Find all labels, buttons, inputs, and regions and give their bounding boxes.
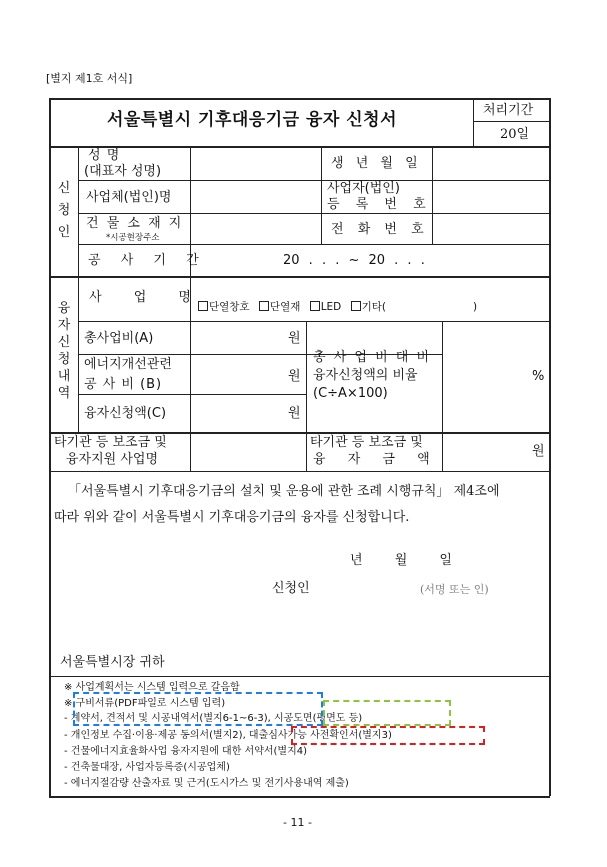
- representative-name-label: (대표자 성명): [84, 164, 162, 179]
- total-cost-unit: 원: [288, 331, 301, 346]
- highlight-red-box: [291, 726, 485, 745]
- other-support-label: 타기관 등 보조금 및: [54, 435, 167, 450]
- highlight-green-box: [323, 700, 451, 726]
- phone-label: 전 화 번 호: [331, 222, 429, 237]
- construction-period-field[interactable]: 20 . . . ~ 20 . . .: [283, 253, 425, 268]
- energy-cost-label-2: 공 사 비 (B): [84, 377, 163, 392]
- note-item: ※ 사업계획서는 시스템 입력으로 갈음함: [64, 682, 240, 693]
- building-location-field[interactable]: [192, 215, 320, 243]
- other-amount-unit: 원: [532, 444, 545, 459]
- highlight-blue-box: [73, 692, 323, 726]
- note-item: - 에너지절감량 산출자료 및 근거(도시가스 및 전기사용내역 제출): [64, 778, 349, 789]
- page-number: - 11 -: [283, 816, 312, 829]
- applicant-char: 신: [57, 181, 71, 196]
- statement-line-1: 「서울특별시 기후대응기금의 설치 및 운용에 관한 조례 시행규칙」 제4조에: [68, 484, 500, 499]
- applicant-char: 인: [57, 225, 71, 240]
- site-address-note: *시공현장주소: [106, 233, 160, 243]
- other-amount-label: 타기관 등 보조금 및: [310, 435, 423, 450]
- company-name-field[interactable]: [192, 182, 320, 212]
- option-insulated-window[interactable]: 단열창호: [198, 301, 250, 313]
- energy-cost-label: 에너지개선관련: [84, 357, 172, 372]
- details-char: 역: [57, 386, 71, 401]
- note-item: - 건축물대장, 사업자등록증(시공업체): [64, 762, 230, 773]
- total-cost-field[interactable]: [192, 323, 304, 353]
- loan-amount-label: 융자신청액(C): [84, 406, 167, 421]
- option-led[interactable]: LED: [310, 301, 342, 313]
- checkbox-icon: [259, 301, 269, 311]
- details-char: 자: [57, 318, 71, 333]
- birth-date-field[interactable]: [434, 148, 548, 179]
- loan-amount-unit: 원: [288, 406, 301, 421]
- form-number-label: [별지 제1호 서식]: [46, 72, 133, 85]
- note-item: - 계약서, 견적서 및 시공내역서(별지6-1~6-3), 시공도면(평면도 등): [64, 713, 363, 724]
- statement-line-2: 따라 위와 같이 서울특별시 기후대응기금의 융자를 신청합니다.: [54, 510, 410, 525]
- energy-cost-field[interactable]: [192, 356, 304, 393]
- business-type-options: [198, 300, 386, 315]
- checkbox-icon: [198, 301, 208, 311]
- note-item: - 개인정보 수집·이용·제공 동의서(별지2), 대출심사가능 사전확인서(별지3): [64, 730, 392, 741]
- ratio-field[interactable]: [444, 323, 548, 431]
- form-title: 서울특별시 기후대응기금 융자 신청서: [107, 110, 398, 130]
- construction-period-label: 공 사 기 간: [88, 253, 207, 268]
- energy-cost-unit: 원: [288, 369, 301, 384]
- details-char: 신: [57, 335, 71, 350]
- name-field[interactable]: [192, 148, 320, 179]
- checkbox-icon: [310, 301, 320, 311]
- details-char: 내: [57, 369, 71, 384]
- birth-date-label: 생 년 월 일: [331, 156, 422, 171]
- phone-field[interactable]: [434, 215, 548, 243]
- ratio-label-2: 융자신청액의 비율: [313, 368, 418, 383]
- processing-period-value: 20일: [500, 127, 530, 142]
- processing-period-label: 처리기간: [483, 103, 534, 118]
- applicant-char: 청: [57, 203, 71, 218]
- signature-field[interactable]: (서명 또는 인): [420, 583, 489, 596]
- registration-number-label-2: 등 록 번 호: [327, 197, 432, 212]
- recipient: 서울특별시장 귀하: [60, 655, 165, 670]
- checkbox-icon: [351, 301, 361, 311]
- building-location-label: 건 물 소 재 지: [86, 216, 184, 231]
- other-amount-field[interactable]: [444, 434, 548, 470]
- note-item: - 건물에너지효율화사업 융자지원에 대한 서약서(별지4): [64, 746, 308, 757]
- option-other-close: ): [473, 301, 478, 313]
- note-item: ※ 구비서류(PDF파일로 시스템 입력): [64, 698, 226, 709]
- total-cost-label: 총사업비(A): [84, 331, 154, 346]
- ratio-percent-unit: %: [532, 369, 545, 384]
- business-name-label: 사 업 명: [89, 290, 205, 305]
- ratio-label: 총 사 업 비 대 비: [313, 350, 432, 365]
- name-label: 성 명: [88, 148, 121, 163]
- ratio-label-3: (C÷A×100): [313, 386, 388, 401]
- loan-amount-field[interactable]: [192, 396, 304, 431]
- registration-number-field[interactable]: [434, 182, 548, 212]
- other-support-label-2: 융자지원 사업명: [66, 452, 159, 467]
- other-support-field[interactable]: [192, 434, 304, 470]
- company-name-label: 사업체(법인)명: [86, 190, 172, 205]
- date-line[interactable]: 년 월 일: [350, 553, 452, 568]
- other-amount-label-2: 융 자 금 액: [313, 452, 439, 467]
- option-insulation[interactable]: 단열재: [259, 301, 300, 313]
- applicant-sign-label: 신청인: [272, 581, 310, 596]
- details-char: 융: [57, 301, 71, 316]
- registration-number-label: 사업자(법인): [327, 181, 400, 196]
- details-char: 청: [57, 352, 71, 367]
- option-other[interactable]: 기타(: [351, 301, 386, 313]
